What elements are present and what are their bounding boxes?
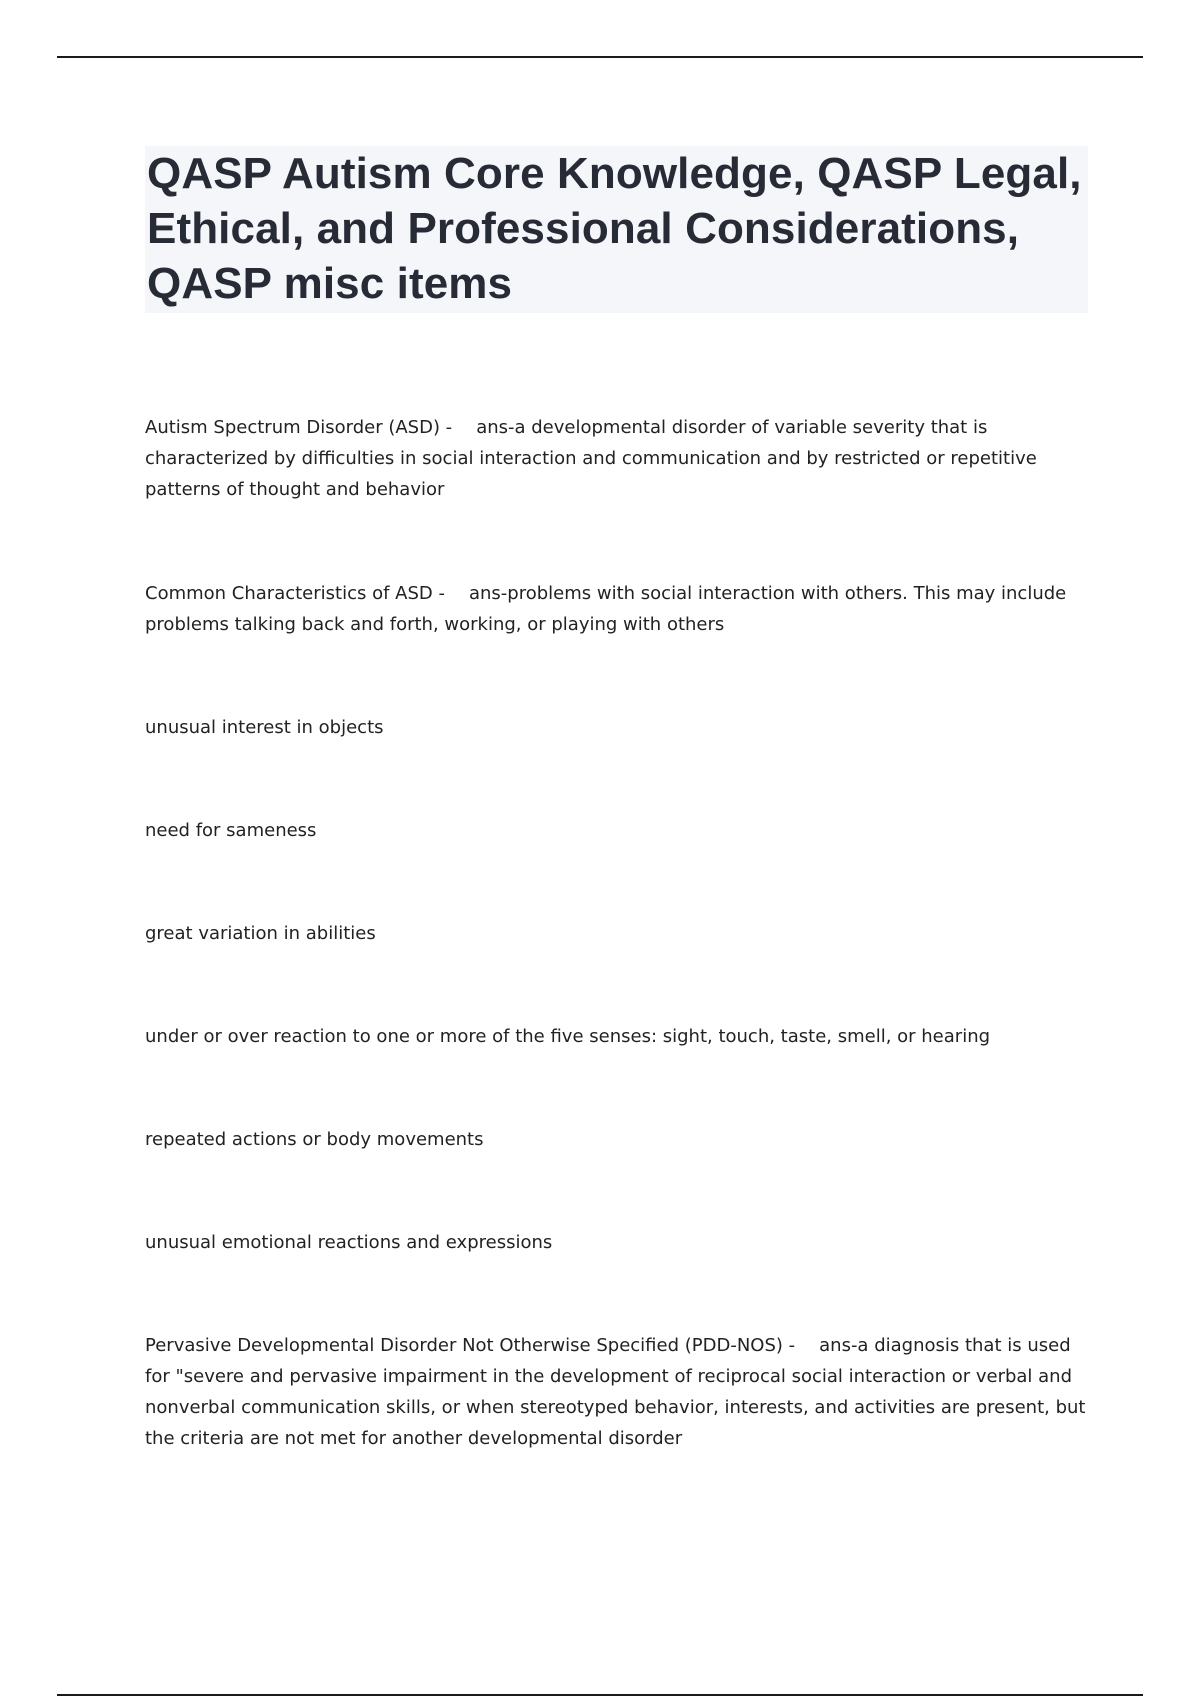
- entry-asd: [145, 412, 1090, 505]
- entry-answer: ans-a diagnosis that is used for "severe and pervasive impairment in the development of reciprocal social interaction or verbal and nonverbal communication skills, or when stereotyped behavior, interests, and activities are present, but the criteria are not met for another developmental disorder: [145, 1335, 1086, 1449]
- top-divider: [57, 56, 1143, 58]
- bottom-divider: [57, 1694, 1143, 1696]
- entry-term: Common Characteristics of ASD -: [145, 583, 445, 604]
- entry-line: unusual emotional reactions and expressions: [145, 1232, 553, 1253]
- entry-common-characteristics: [145, 578, 1090, 640]
- entry-line: repeated actions or body movements: [145, 1129, 484, 1150]
- entry-line: great variation in abilities: [145, 923, 376, 944]
- entry-line: need for sameness: [145, 820, 317, 841]
- entry-pdd-nos: [145, 1330, 1090, 1454]
- document-title: QASP Autism Core Knowledge, QASP Legal, Ethical, and Professional Considerations, QASP misc items: [147, 149, 1082, 308]
- entry-term: Autism Spectrum Disorder (ASD) -: [145, 417, 453, 438]
- entry-answer: ans-problems with social interaction with others. This may include problems talking back and forth, working, or playing with others: [145, 583, 1067, 635]
- entry-line: unusual interest in objects: [145, 717, 384, 738]
- entry-line: under or over reaction to one or more of the five senses: sight, touch, taste, smell, or hearing: [145, 1026, 991, 1047]
- entry-term: Pervasive Developmental Disorder Not Otherwise Specified (PDD-NOS) -: [145, 1335, 796, 1356]
- title-block: [145, 146, 1088, 313]
- entry-answer: ans-a developmental disorder of variable severity that is characterized by difficulties in social interaction and communication and by restricted or repetitive patterns of thought and behavior: [145, 417, 1037, 500]
